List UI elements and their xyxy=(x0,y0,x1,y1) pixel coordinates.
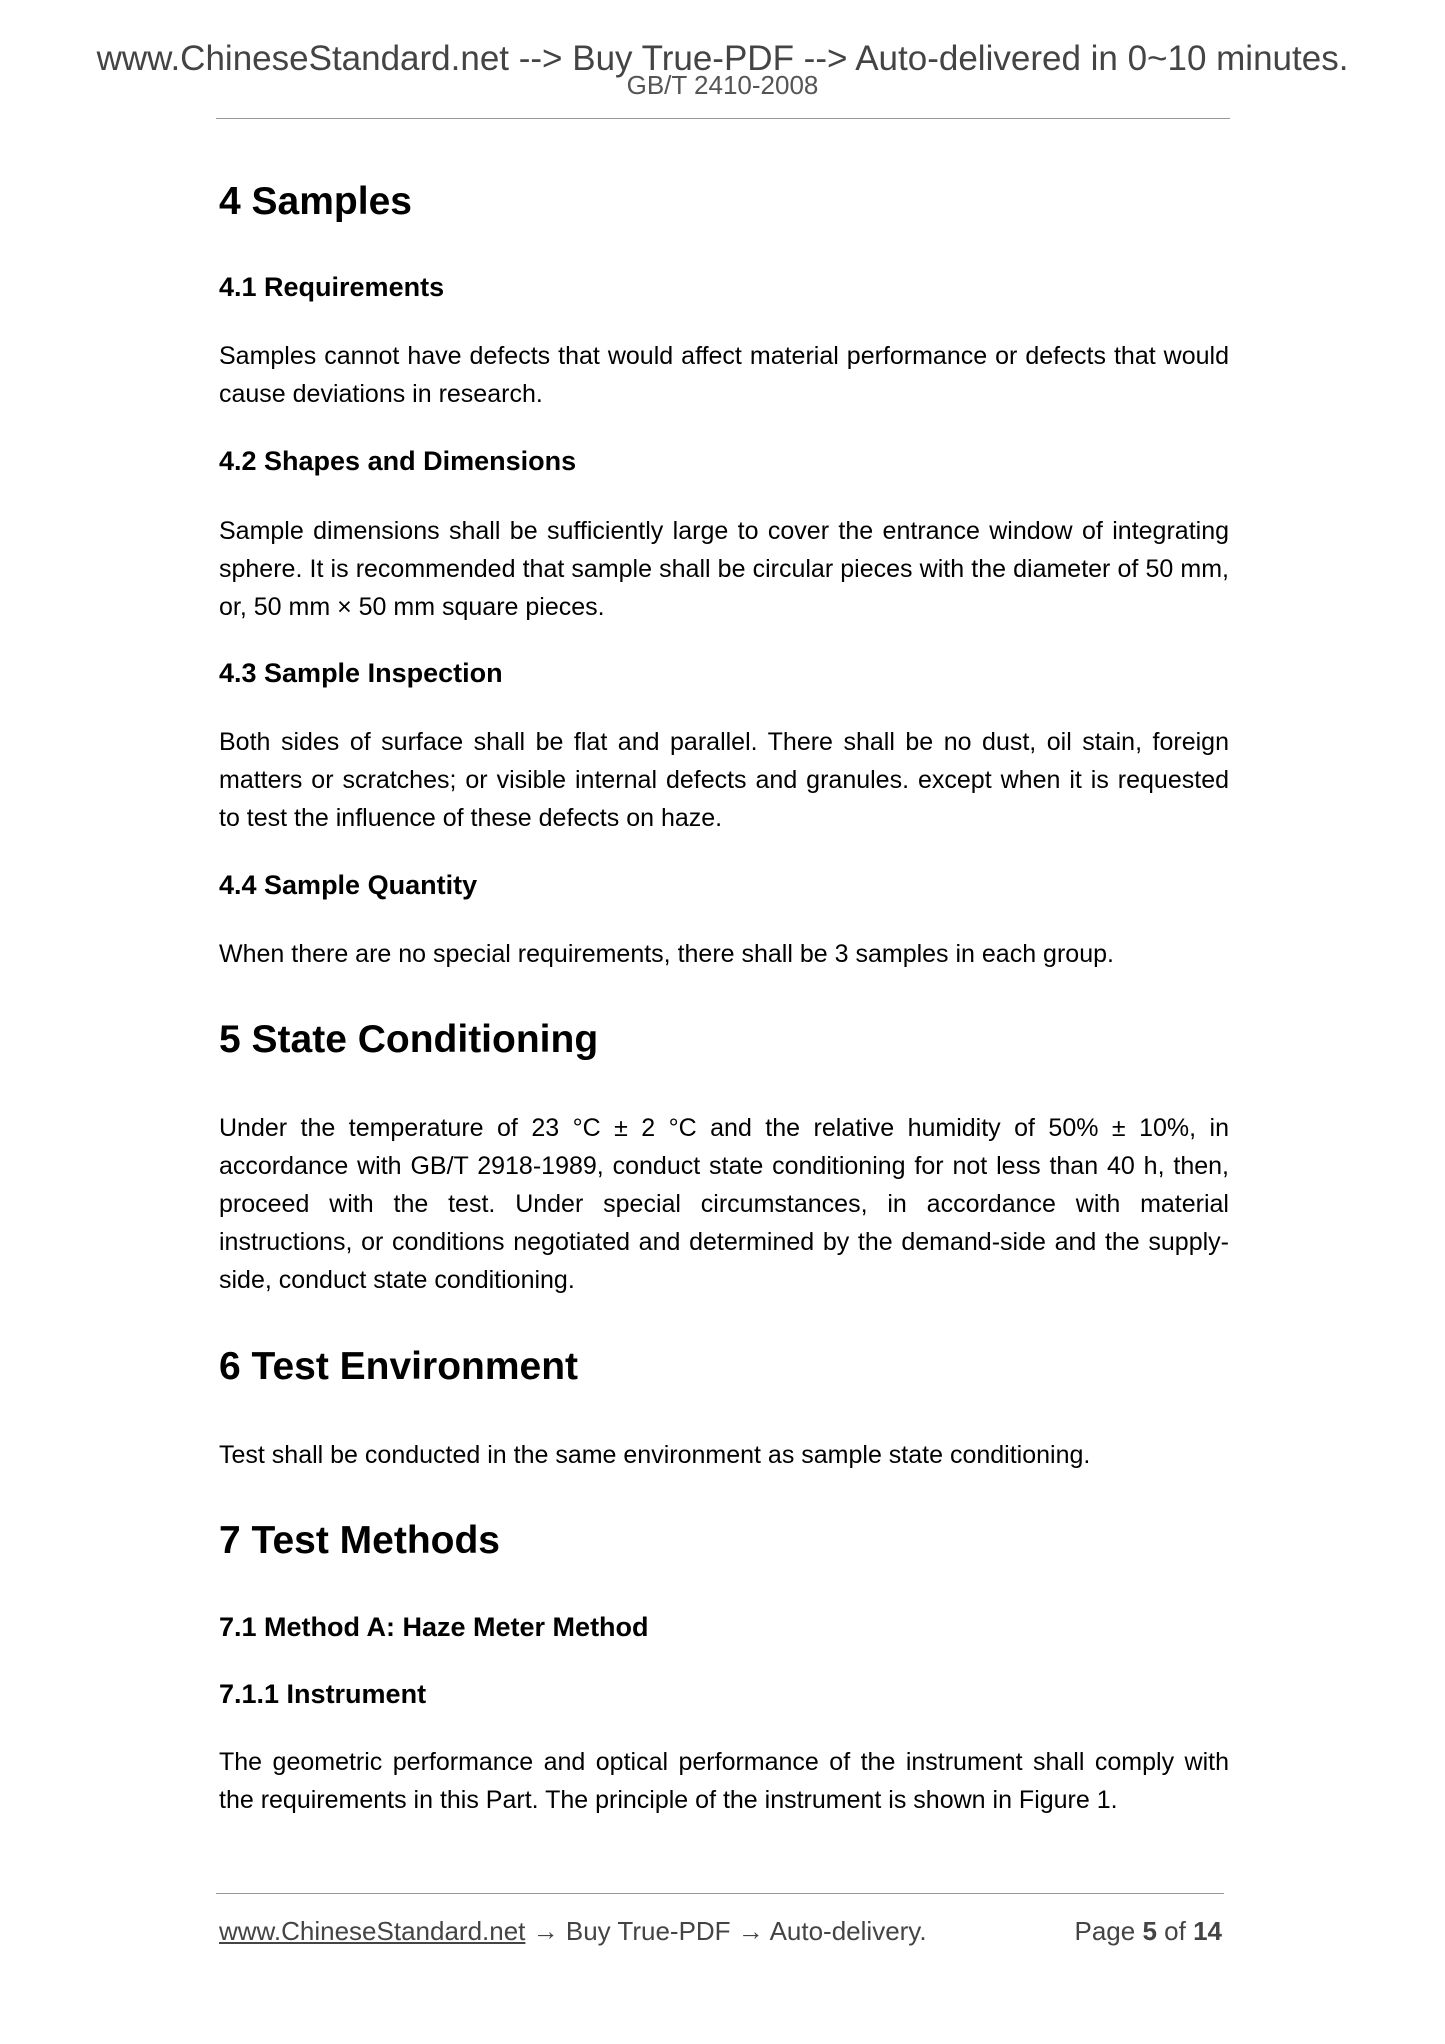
footer-divider xyxy=(216,1893,1224,1894)
section-7-1-heading: 7.1 Method A: Haze Meter Method xyxy=(219,1612,649,1642)
section-4-1-heading: 4.1 Requirements xyxy=(219,272,445,302)
section-7-1-1-heading: 7.1.1 Instrument xyxy=(219,1679,427,1709)
page-label: Page xyxy=(1074,1916,1136,1946)
section-5-text: Under the temperature of 23 °C ± 2 °C and the relative humidity of 50% ± 10%, in accordance with GB/T 2918-1989, conduct state conditioning for not less than 40 h, then, proceed with the test. Under special circumstances, in accordance with material instructions, or conditions negotiated and determined by the demand-side and the supply-side, conduct state conditioning. xyxy=(219,1114,1229,1294)
site-banner: www.ChineseStandard.net --> Buy True-PDF --> Auto-delivered in 0~10 minutes. xyxy=(96,39,1349,78)
page-of-label: of xyxy=(1164,1916,1186,1946)
section-4-3-text: Both sides of surface shall be flat and parallel. There shall be no dust, oil stain, foreign matters or scratches; or visible internal defects and granules. except when it is requested to test the influence of these defects on haze. xyxy=(219,728,1229,832)
section-4-3-heading: 4.3 Sample Inspection xyxy=(219,658,503,688)
footer-site-link[interactable]: www.ChineseStandard.net xyxy=(219,1916,526,1946)
section-5-heading: 5 State Conditioning xyxy=(219,1018,599,1061)
section-4-4-text: When there are no special requirements, there shall be 3 samples in each group. xyxy=(219,940,1114,968)
footer-left xyxy=(219,1913,927,1949)
section-7-heading: 7 Test Methods xyxy=(219,1519,500,1562)
header-divider xyxy=(216,118,1230,119)
page-current: 5 xyxy=(1142,1916,1157,1946)
section-6-heading: 6 Test Environment xyxy=(219,1345,579,1388)
section-4-1-text: Samples cannot have defects that would affect material performance or defects that would cause deviations in research. xyxy=(219,342,1229,408)
section-4-heading: 4 Samples xyxy=(219,180,412,223)
page-number xyxy=(1074,1913,1222,1949)
section-4-4-heading: 4.4 Sample Quantity xyxy=(219,870,478,900)
section-4-2-heading: 4.2 Shapes and Dimensions xyxy=(219,446,577,476)
footer-tagline: → Buy True-PDF → Auto-delivery. xyxy=(525,1916,927,1946)
page-footer xyxy=(219,1913,1222,1949)
section-7-1-1-text: The geometric performance and optical performance of the instrument shall comply with the requirements in this Part. The principle of the instrument is shown in Figure 1. xyxy=(219,1748,1229,1814)
section-4-2-text: Sample dimensions shall be sufficiently large to cover the entrance window of integrating sphere. It is recommended that sample shall be circular pieces with the diameter of 50 mm, or, 50 mm × 50 mm square pieces. xyxy=(219,517,1229,621)
page-total: 14 xyxy=(1193,1916,1222,1946)
standard-code: GB/T 2410-2008 xyxy=(626,70,819,100)
section-6-text: Test shall be conducted in the same environment as sample state conditioning. xyxy=(219,1441,1091,1469)
